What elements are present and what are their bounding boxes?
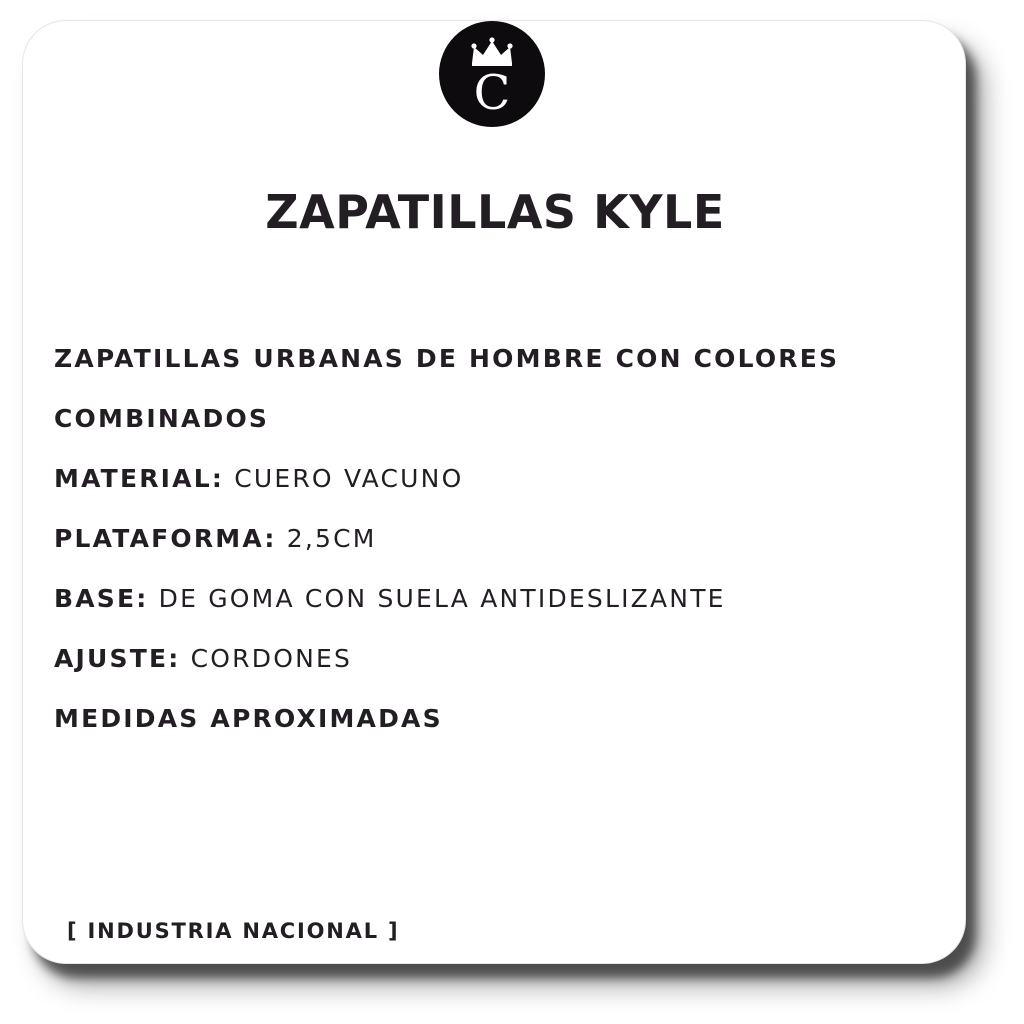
crown-icon bbox=[439, 21, 545, 127]
spec-platform bbox=[54, 509, 934, 569]
spec-value: CUERO VACUNO bbox=[234, 464, 464, 493]
spec-fit bbox=[54, 629, 934, 689]
spec-label: MATERIAL: bbox=[54, 464, 225, 493]
description-line-2 bbox=[54, 389, 934, 449]
description-line-1 bbox=[54, 329, 934, 389]
spec-label: BASE: bbox=[54, 584, 149, 613]
product-title: ZAPATILLAS KYLE bbox=[265, 185, 725, 239]
origin-footer: [ INDUSTRIA NACIONAL ] bbox=[67, 919, 400, 943]
spec-value: CORDONES bbox=[190, 644, 353, 673]
measures-heading-text: MEDIDAS APROXIMADAS bbox=[54, 704, 443, 733]
brand-logo bbox=[439, 21, 545, 127]
spec-value: 2,5CM bbox=[286, 524, 377, 553]
spec-material bbox=[54, 449, 934, 509]
measures-heading bbox=[54, 689, 934, 749]
spec-label: AJUSTE: bbox=[54, 644, 181, 673]
product-card bbox=[22, 20, 966, 964]
description-text: COMBINADOS bbox=[54, 404, 270, 433]
spec-base bbox=[54, 569, 934, 629]
description-text: ZAPATILLAS URBANAS DE HOMBRE CON COLORES bbox=[54, 344, 840, 373]
svg-text:C: C bbox=[473, 65, 511, 121]
product-specs-list bbox=[54, 329, 934, 749]
spec-value: DE GOMA CON SUELA ANTIDESLIZANTE bbox=[158, 584, 726, 613]
spec-label: PLATAFORMA: bbox=[54, 524, 277, 553]
